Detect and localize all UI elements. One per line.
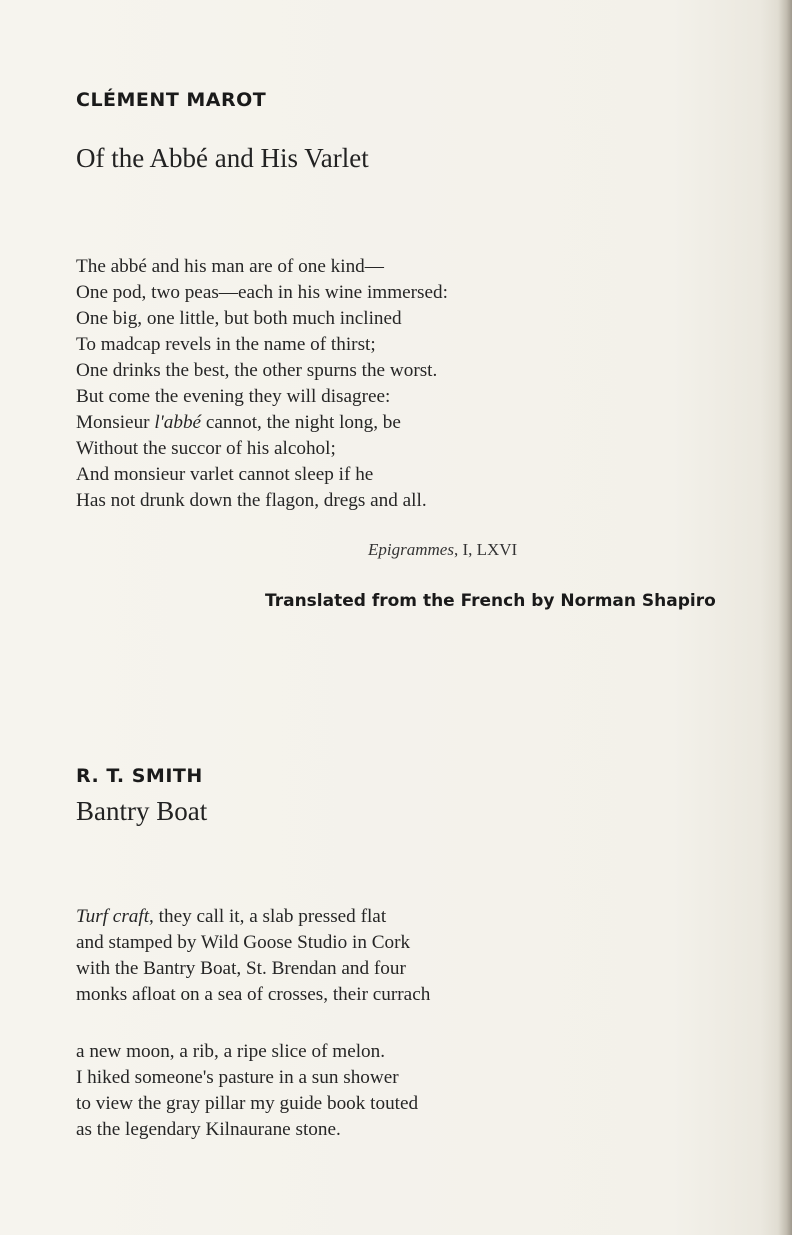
- poem1-line-8: Without the succor of his alcohol;: [76, 438, 336, 459]
- poem2-line-2: and stamped by Wild Goose Studio in Cork: [76, 932, 411, 953]
- poem1-line-7: [76, 410, 448, 436]
- poem1-source-title: Epigrammes: [368, 540, 454, 559]
- poem1-line-2: One pod, two peas—each in his wine immersed:: [76, 282, 448, 303]
- poem1-body: [76, 254, 448, 514]
- page-spine-shadow: [778, 0, 792, 1235]
- poem2-line-8: as the legendary Kilnaurane stone.: [76, 1119, 341, 1140]
- poem2-line-5: a new moon, a rib, a ripe slice of melon.: [76, 1041, 386, 1062]
- poem2-line-3: with the Bantry Boat, St. Brendan and four: [76, 958, 406, 979]
- poem1-line-9: And monsieur varlet cannot sleep if he: [76, 464, 374, 485]
- poem1-line-10: Has not drunk down the flagon, dregs and all.: [76, 490, 427, 511]
- poem1-source: [368, 540, 517, 560]
- poem1-source-ref: , I, LXVI: [453, 540, 518, 559]
- poem1-line-6: But come the evening they will disagree:: [76, 386, 391, 407]
- poem1-line-4: To madcap revels in the name of thirst;: [76, 334, 376, 355]
- poem2-title: Bantry Boat: [76, 796, 208, 826]
- poem1-line-7-italic: l'abbé: [154, 412, 202, 433]
- poem2-line-1-italic: Turf craft: [76, 906, 150, 927]
- poem2-stanza-1: [76, 904, 430, 1008]
- poem1-line-5: One drinks the best, the other spurns the worst.: [76, 360, 438, 381]
- poem1-author: CLÉMENT MAROT: [76, 89, 267, 111]
- poem2-author: R. T. SMITH: [76, 765, 203, 787]
- poem2-stanza-2: [76, 1039, 418, 1143]
- poem1-line-7-start: Monsieur: [76, 412, 155, 433]
- poem2-line-1: [76, 904, 430, 930]
- poem1-title: Of the Abbé and His Varlet: [76, 143, 369, 173]
- poem2-line-7: to view the gray pillar my guide book touted: [76, 1093, 419, 1114]
- poem2-line-6: I hiked someone's pasture in a sun shower: [76, 1067, 399, 1088]
- poem1-line-3: One big, one little, but both much inclined: [76, 308, 402, 329]
- poem2-line-1-rest: , they call it, a slab pressed flat: [149, 906, 387, 927]
- poem1-translator: Translated from the French by Norman Shapiro: [265, 591, 716, 611]
- poem2-line-4: monks afloat on a sea of crosses, their currach: [76, 984, 431, 1005]
- poem1-line-1: The abbé and his man are of one kind—: [76, 256, 384, 277]
- poem1-line-7-end: cannot, the night long, be: [201, 412, 401, 433]
